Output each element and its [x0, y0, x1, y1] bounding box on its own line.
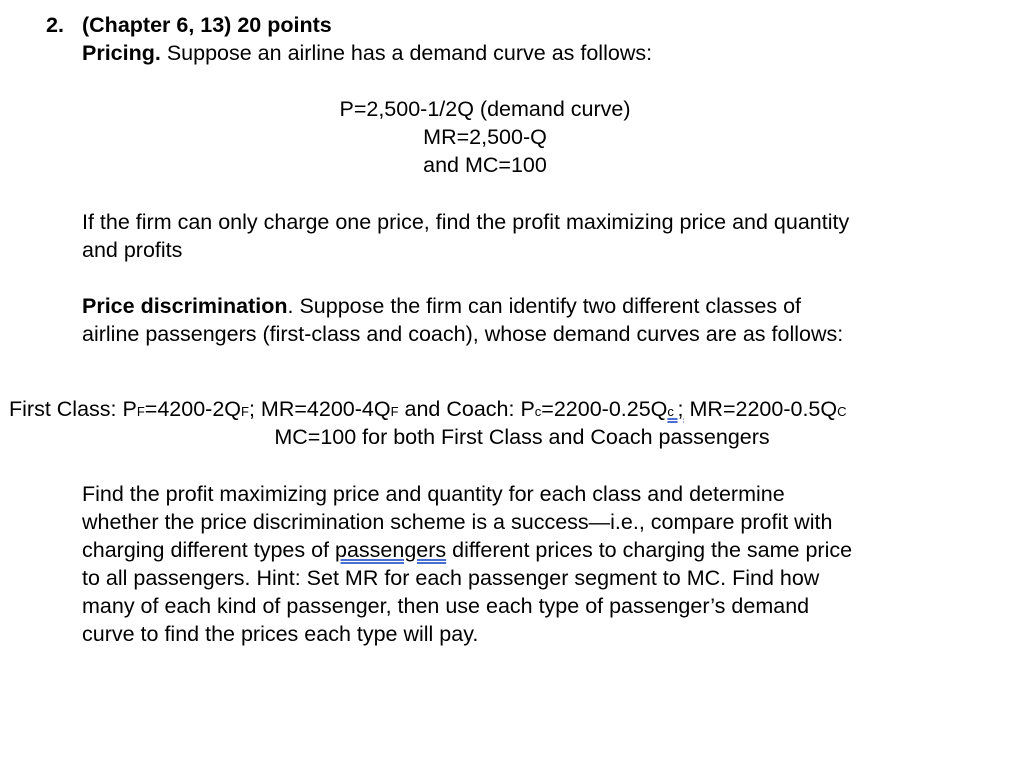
- demand-equation: P=2,500-1/2Q (demand curve): [339, 97, 631, 121]
- mc-both-classes: MC=100 for both First Class and Coach passengers: [274, 425, 770, 449]
- first-class-demand: =4200-2Q: [144, 397, 242, 421]
- passengers-underlined: passengers: [334, 538, 447, 562]
- task-line-6: curve to find the prices each type will pay.: [82, 622, 479, 646]
- first-class-mr: ; MR=4200-4Q: [248, 397, 391, 421]
- discrimination-line-2: airline passengers (first-class and coach), whose demand curves are as follows:: [82, 322, 844, 346]
- discrimination-label: Price discrimination: [82, 294, 288, 318]
- subscript-f: F: [241, 404, 249, 419]
- semicolon: ;: [677, 397, 684, 421]
- subscript-c: c: [534, 404, 542, 419]
- task-line-4: to all passengers. Hint: Set MR for each passenger segment to MC. Find how: [82, 566, 820, 590]
- coach-q-underlined: [667, 397, 683, 421]
- mc-equation: and MC=100: [423, 153, 547, 177]
- pricing-text: Suppose an airline has a demand curve as follows:: [160, 41, 653, 65]
- task-line-1: Find the profit maximizing price and quantity for each class and determine: [82, 482, 785, 506]
- coach-mr: MR=2200-0.5Q: [683, 397, 838, 421]
- question-number: 2.: [46, 13, 64, 37]
- subscript-c-upper: C: [837, 404, 847, 419]
- task-line-3-start: charging different types of: [82, 538, 335, 562]
- task-line-5: many of each kind of passenger, then use each type of passenger’s demand: [82, 594, 810, 618]
- discrimination-line-1: [82, 292, 801, 320]
- subscript-c: c: [667, 404, 678, 419]
- subscript-f: F: [136, 404, 145, 419]
- coach-price-label: and Coach: P: [398, 397, 535, 421]
- mr-equation: MR=2,500-Q: [423, 125, 547, 149]
- first-class-price-label: First Class: P: [9, 397, 137, 421]
- coach-demand: =2200-0.25Q: [541, 397, 668, 421]
- subscript-f: F: [390, 404, 399, 419]
- task-line-3: [82, 536, 852, 564]
- task-line-2: whether the price discrimination scheme is a success—i.e., compare profit with: [82, 510, 833, 534]
- discrimination-text: . Suppose the firm can identify two different classes of: [287, 294, 801, 318]
- class-demand-equations: [9, 395, 847, 426]
- pricing-intro: [82, 39, 652, 67]
- pricing-label: Pricing.: [82, 41, 161, 65]
- single-price-line-2: and profits: [82, 238, 183, 262]
- task-line-3-end: different prices to charging the same price: [446, 538, 853, 562]
- single-price-line-1: If the firm can only charge one price, find the profit maximizing price and quantity: [82, 210, 850, 234]
- question-heading: (Chapter 6, 13) 20 points: [82, 13, 332, 37]
